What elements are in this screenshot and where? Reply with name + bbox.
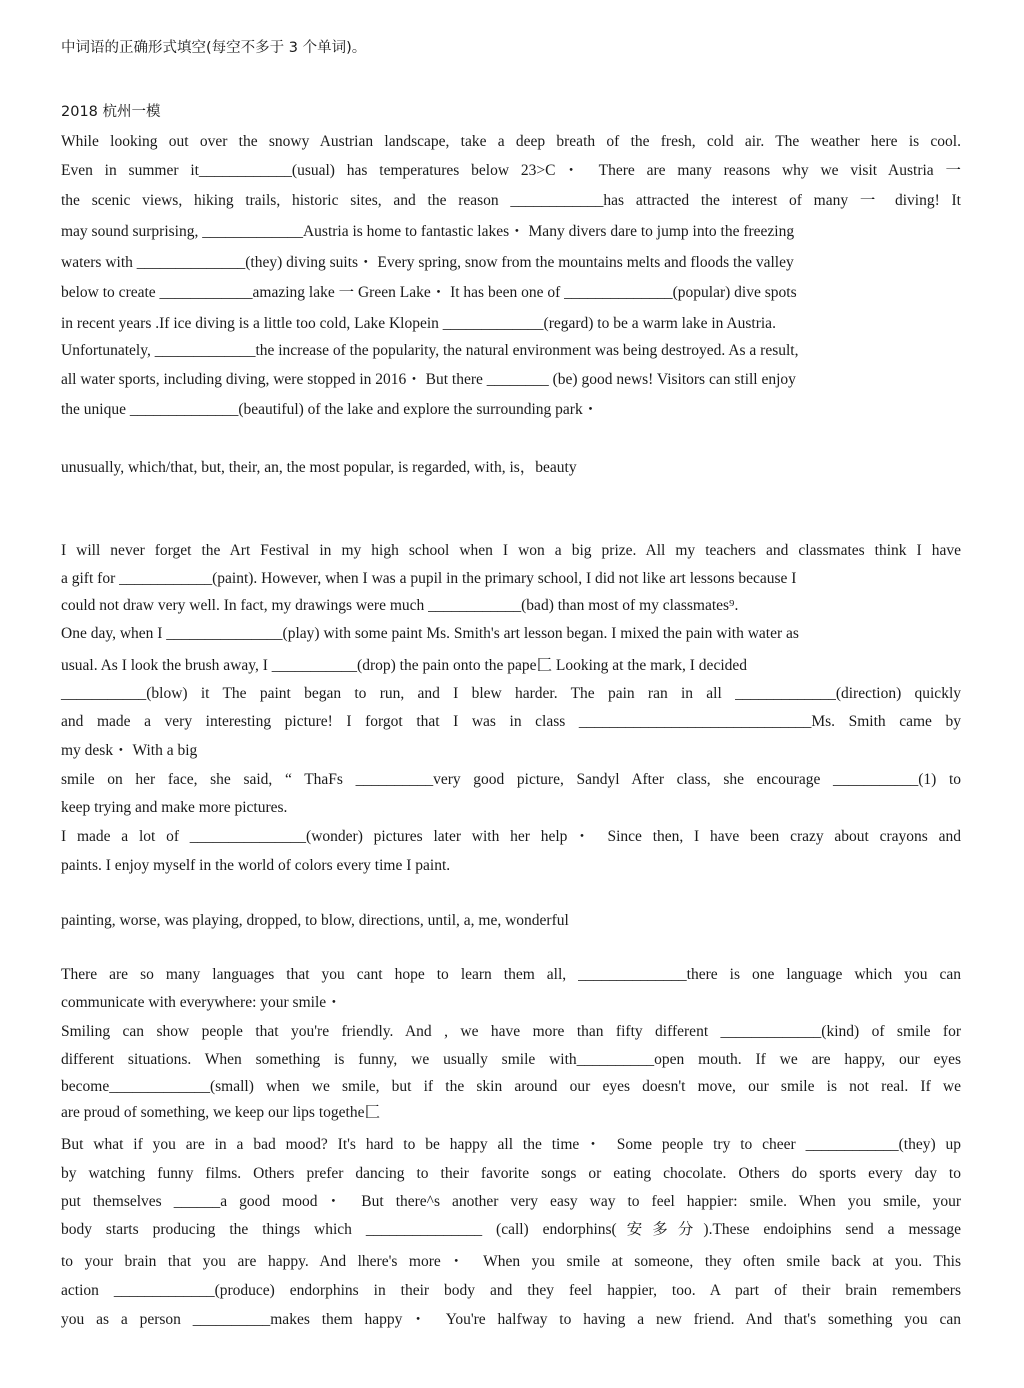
passage-line: put themselves ______a good mood・ But there^s another very easy way to feel happier: smile. When you smile, your [61, 1193, 961, 1210]
passage-line: by watching funny films. Others prefer dancing to their favorite songs or eating chocolate. Others do sports every day to [61, 1165, 961, 1182]
passage-line: the scenic views, hiking trails, historic sites, and the reason ____________has attracted the interest of many 一 diving! It [61, 192, 961, 209]
passage-line: may sound surprising, _____________Austria is home to fantastic lakes・ Many divers dare to jump into the freezing [61, 223, 795, 240]
passage-line: you as a person __________makes them happy・ You're halfway to having a new friend. And that's something you can [61, 1311, 961, 1328]
section1-answer-key: unusually, which/that, but, their, an, the most popular, is regarded, with, is，beauty [61, 459, 577, 476]
passage-line: below to create ____________amazing lake 一 Green Lake・ It has been one of ______________(popular) dive spots [61, 284, 797, 301]
passage-line: in recent years .If ice diving is a little too cold, Lake Klopein _____________(regard) to be a warm lake in Austria. [61, 315, 776, 332]
passage-line: waters with ______________(they) diving suits・ Every spring, snow from the mountains melts and floods the valley [61, 254, 794, 271]
passage-line: action _____________(produce) endorphins in their body and they feel happier, too. A part of their brain remembers [61, 1282, 961, 1299]
passage-line: Unfortunately, _____________the increase of the popularity, the natural environment was being destroyed. As a result, [61, 342, 799, 359]
section1-title: 2018 杭州一模 [61, 104, 161, 120]
passage-line: the unique ______________(beautiful) of the lake and explore the surrounding park・ [61, 401, 599, 418]
passage-line: I made a lot of _______________(wonder) pictures later with her help・ Since then, I have been crazy about crayons and [61, 828, 961, 845]
passage-line: keep trying and make more pictures. [61, 799, 288, 816]
passage-line: communicate with everywhere: your smile・ [61, 994, 342, 1011]
passage-line: to your brain that you are happy. And lhere's more・ When you smile at someone, they often smile back at you. This [61, 1253, 961, 1270]
passage-line: and made a very interesting picture! I forgot that I was in class ______________________________Ms. Smith came by [61, 713, 961, 730]
passage-line: But what if you are in a bad mood? It's hard to be happy all the time・ Some people try to cheer ____________(they) up [61, 1136, 961, 1153]
passage-line: all water sports, including diving, were stopped in 2016・ But there ________ (be) good news! Visitors can still enjoy [61, 371, 796, 388]
passage-line: One day, when I _______________(play) with some paint Ms. Smith's art lesson began. I mixed the pain with water as [61, 625, 799, 642]
passage-line: become_____________(small) when we smile, but if the skin around our eyes doesn't move, our smile is not real. If we [61, 1078, 961, 1095]
passage-line: different situations. When something is funny, we usually smile with__________open mouth. If we are happy, our eyes [61, 1051, 961, 1068]
passage-line: ___________(blow) it The paint began to run, and I blew harder. The pain ran in all _____________(direction) quickly [61, 685, 961, 702]
passage-line: are proud of something, we keep our lips togethe匚 [61, 1104, 380, 1121]
passage-line: Even in summer it____________(usual) has temperatures below 23>C・ There are many reasons why we visit Austria 一 [61, 162, 961, 179]
passage-line: paints. I enjoy myself in the world of colors every time I paint. [61, 857, 451, 874]
passage-line: While looking out over the snowy Austrian landscape, take a deep breath of the fresh, cold air. The weather here is cool. [61, 133, 961, 150]
instruction-line: 中词语的正确形式填空(每空不多于 3 个单词)。 [61, 40, 367, 56]
passage-line: my desk・ With a big [61, 742, 198, 759]
passage-line: Smiling can show people that you're friendly. And , we have more than fifty different _____________(kind) of smile for [61, 1023, 961, 1040]
passage-line: could not draw very well. In fact, my drawings were much ____________(bad) than most of my classmates⁹. [61, 597, 739, 614]
passage-line: a gift for ____________(paint). However, when I was a pupil in the primary school, I did not like art lessons because I [61, 570, 797, 587]
passage-line: There are so many languages that you cant hope to learn them all, ______________there is one language which you can [61, 966, 961, 983]
passage-line: body starts producing the things which _______________ (call) endorphins(安多分).These endoiphins send a message [61, 1221, 961, 1238]
passage-line: smile on her face, she said, “ ThaFs __________very good picture, Sandyl After class, she encourage ___________(1) to [61, 771, 961, 788]
passage-line: I will never forget the Art Festival in my high school when I won a big prize. All my teachers and classmates think I have [61, 542, 961, 559]
section2-answer-key: painting, worse, was playing, dropped, to blow, directions, until, a, me, wonderful [61, 912, 569, 929]
passage-line: usual. As I look the brush away, I ___________(drop) the pain onto the pape匚 Looking at the mark, I decided [61, 657, 748, 674]
